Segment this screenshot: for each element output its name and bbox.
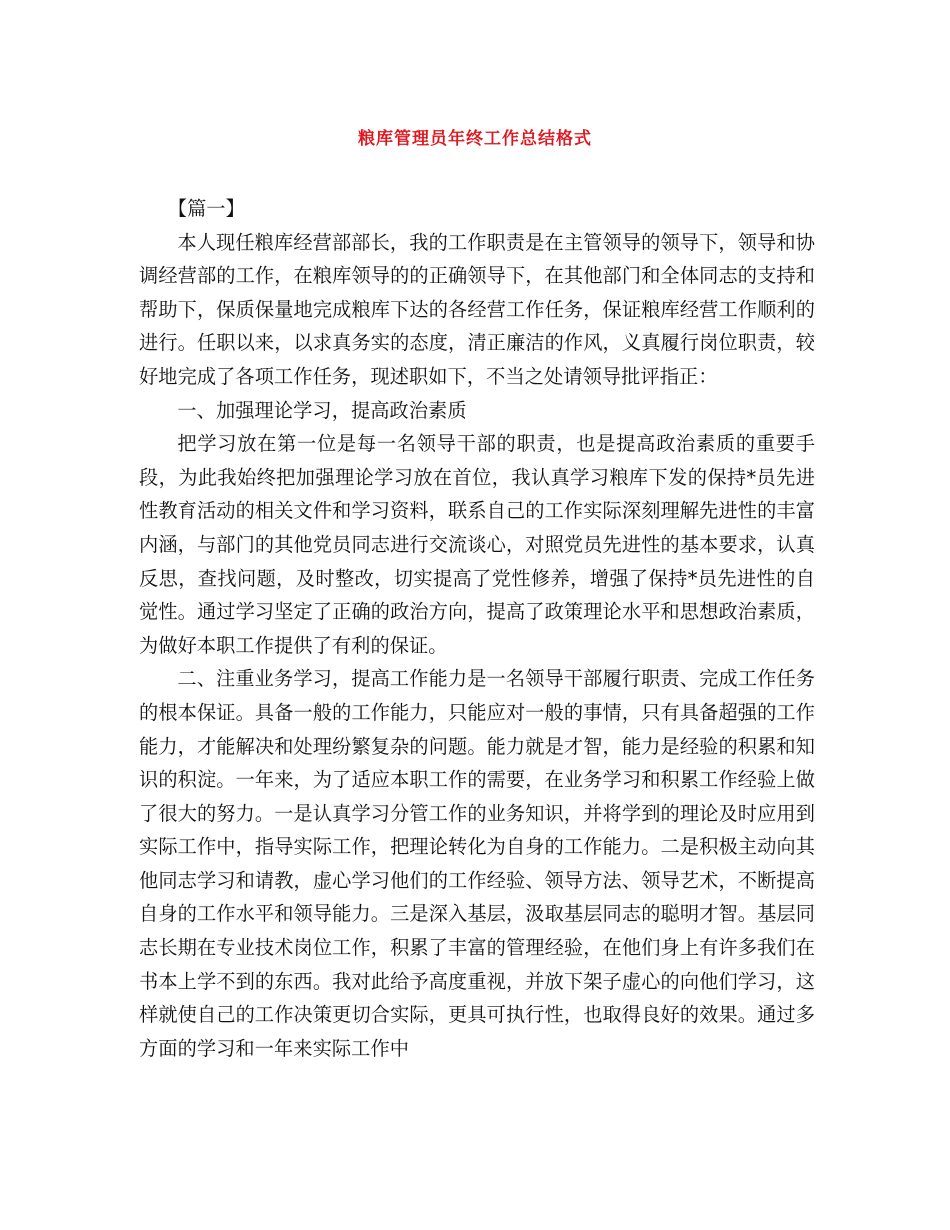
section-label: 【篇一】 [167, 197, 245, 220]
document-title: 粮库管理员年终工作总结格式 [358, 129, 592, 149]
paragraph-intro: 本人现任粮库经营部部长，我的工作职责是在主管领导的领导下，领导和协调经营部的工作，在粮库领导的的正确领导下，在其他部门和全体同志的支持和帮助下，保质保量地完成粮库下达的各经营工作任务，保证粮库经营工作顺利的进行。任职以来，以求真务实的态度，清正廉洁的作风，义真履行岗位职责，较好地完成了各项工作任务，现述职如下，不当之处请领导批评指正： [139, 230, 815, 388]
paragraph-business-study: 二、注重业务学习，提高工作能力是一名领导干部履行职责、完成工作任务的根本保证。具备一般的工作能力，只能应对一般的事情，只有具备超强的工作能力，才能解决和处理纷繁复杂的问题。能力就是才智，能力是经验的积累和知识的积淀。一年来，为了适应本职工作的需要，在业务学习和积累工作经验上做了很大的努力。一是认真学习分管工作的业务知识，并将学到的理论及时应用到实际工作中，指导实际工作，把理论转化为自身的工作能力。二是积极主动向其他同志学习和请教，虚心学习他们的工作经验、领导方法、领导艺术，不断提高自身的工作水平和领导能力。三是深入基层，汲取基层同志的聪明才智。基层同志长期在专业技术岗位工作，积累了丰富的管理经验，在他们身上有许多我们在书本上学不到的东西。我对此给予高度重视，并放下架子虚心的向他们学习，这样就使自己的工作决策更切合实际，更具可执行性，也取得良好的效果。通过多方面的学习和一年来实际工作中 [139, 667, 815, 1060]
paragraph-theory-study: 把学习放在第一位是每一名领导干部的职责，也是提高政治素质的重要手段，为此我始终把加强理论学习放在首位，我认真学习粮库下发的保持*员先进性教育活动的相关文件和学习资料，联系自己的工作实际深刻理解先进性的丰富内涵，与部门的其他党员同志进行交流谈心，对照党员先进性的基本要求，认真反思，查找问题，及时整改，切实提高了党性修养，增强了保持*员先进性的自觉性。通过学习坚定了正确的政治方向，提高了政策理论水平和思想政治素质，为做好本职工作提供了有利的保证。 [139, 432, 815, 657]
document-body [139, 192, 815, 1065]
heading-theory-study: 一、加强理论学习，提高政治素质 [177, 398, 467, 422]
